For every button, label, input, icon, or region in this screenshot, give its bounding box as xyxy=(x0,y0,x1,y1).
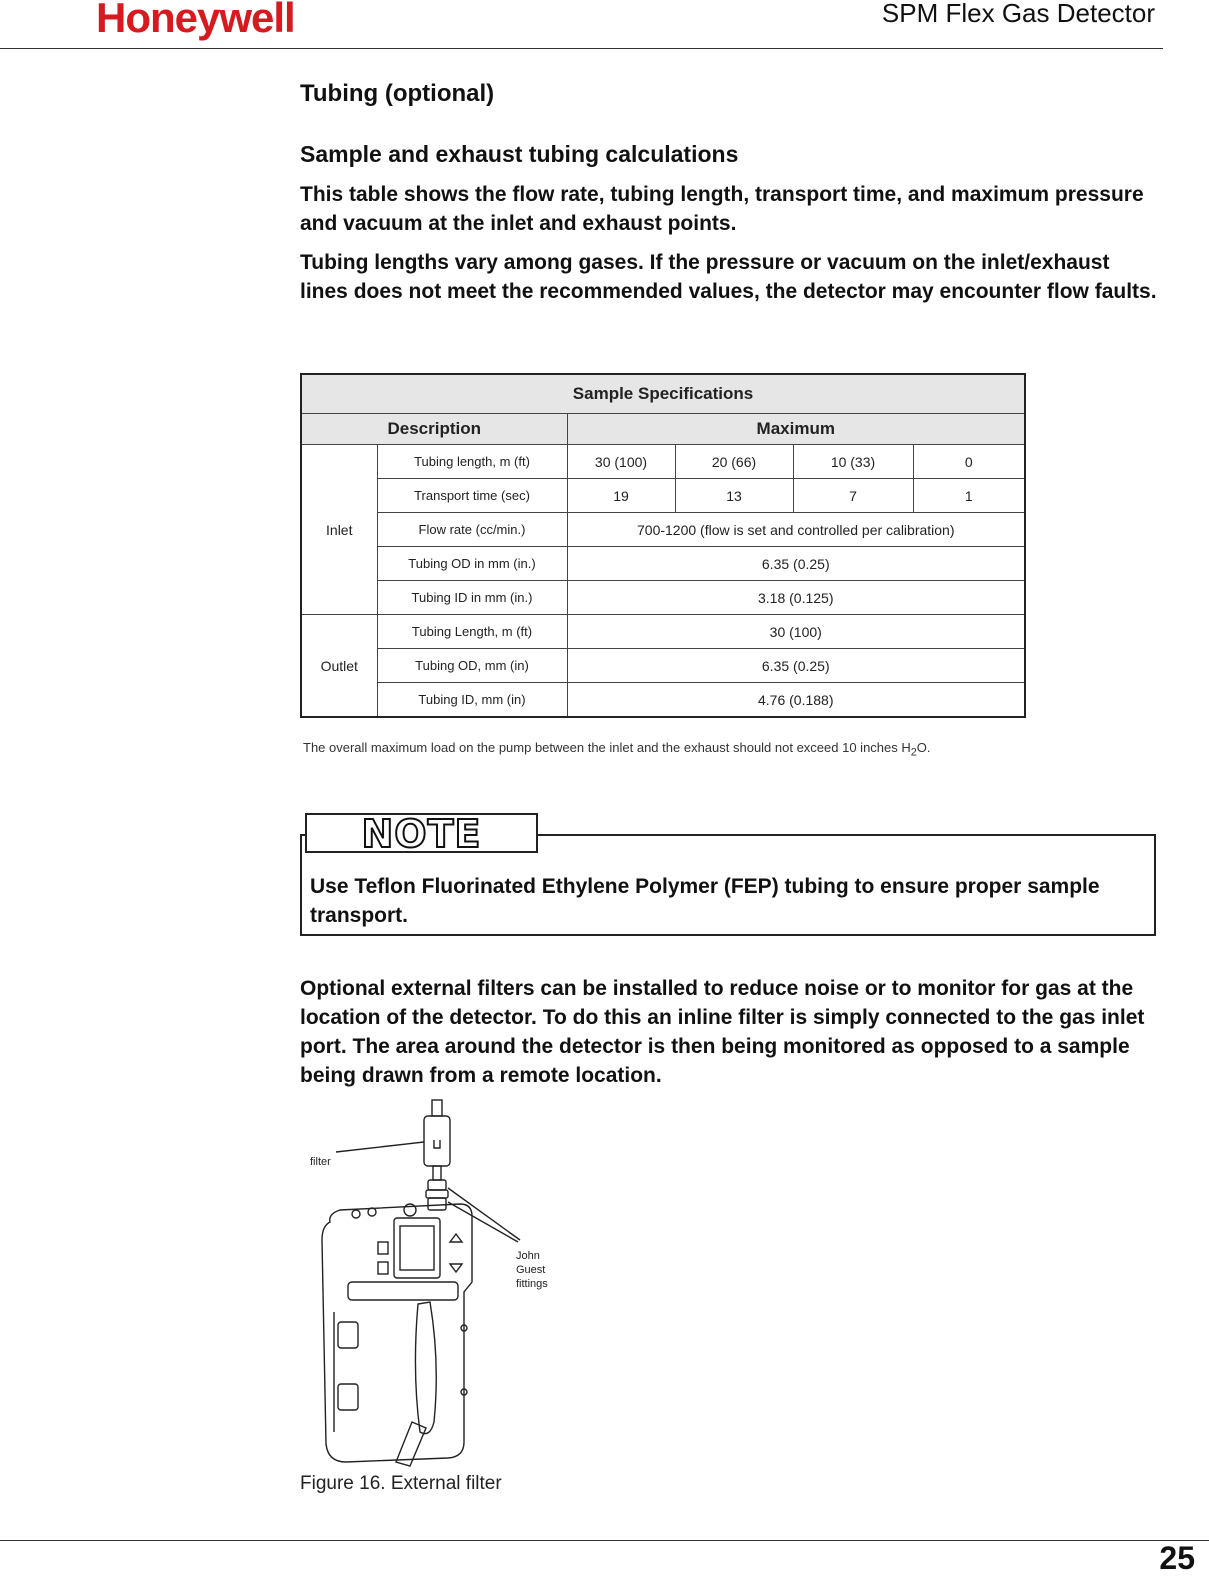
table-row xyxy=(301,445,1025,479)
filter-inlet-nipple xyxy=(432,1100,442,1116)
cell-value: 3.18 (0.125) xyxy=(567,581,1025,615)
section-subtitle: Sample and exhaust tubing calculations xyxy=(300,141,739,167)
footnote-end: O. xyxy=(916,740,931,755)
cell-value: 20 (66) xyxy=(675,445,793,479)
inlet-group-label: Inlet xyxy=(301,445,377,615)
row-label: Tubing OD in mm (in.) xyxy=(377,547,567,581)
external-filter-figure xyxy=(300,1092,570,1470)
sample-specifications-table xyxy=(300,373,1026,718)
filter-label: filter xyxy=(310,1156,331,1168)
cell-value: 13 xyxy=(675,479,793,513)
note-text: Use Teflon Fluorinated Ethylene Polymer (FEP) tubing to ensure proper sample transport. xyxy=(310,875,1100,927)
row-label: Transport time (sec) xyxy=(377,479,567,513)
document-title: SPM Flex Gas Detector xyxy=(881,0,1155,28)
tubing-paragraph: Tubing lengths vary among gases. If the pressure or vacuum on the inlet/exhaust lines does not meet the recommended values, the detector may encounter flow faults. xyxy=(300,251,1157,303)
john-guest-label-line2: Guest xyxy=(516,1264,546,1276)
note-heading: NOTE xyxy=(361,812,482,856)
footer-divider xyxy=(0,1540,1209,1541)
cell-value: 7 xyxy=(793,479,913,513)
header-divider xyxy=(0,48,1163,49)
table-row xyxy=(301,649,1025,683)
cell-value: 6.35 (0.25) xyxy=(567,547,1025,581)
row-label: Tubing Length, m (ft) xyxy=(377,615,567,649)
detector-display xyxy=(394,1218,440,1278)
john-guest-label-line1: John xyxy=(516,1250,540,1262)
intro-paragraph: This table shows the flow rate, tubing length, transport time, and maximum pressure and vacuum at the inlet and exhaust points. xyxy=(300,183,1144,235)
table-row xyxy=(301,683,1025,718)
cell-value: 30 (100) xyxy=(567,445,675,479)
filters-paragraph: Optional external filters can be installed to reduce noise or to monitor for gas at the location of the detector. To do this an inline filter is simply connected to the gas inlet port. The area around the detector is then being monitored as opposed to a sample being drawn from a remote location. xyxy=(300,977,1145,1087)
column-header-description: Description xyxy=(301,414,567,445)
note-tab xyxy=(305,812,538,856)
cell-value: 6.35 (0.25) xyxy=(567,649,1025,683)
carry-strap xyxy=(415,1302,436,1434)
filter-leader-line xyxy=(336,1142,424,1152)
fittings-leader-line xyxy=(448,1188,520,1240)
cell-value: 4.76 (0.188) xyxy=(567,683,1025,718)
page-number: 25 xyxy=(1159,1540,1195,1576)
outlet-group-label: Outlet xyxy=(301,615,377,718)
honeywell-logo: Honeywell xyxy=(96,0,295,41)
cell-value: 1 xyxy=(913,479,1025,513)
table-row xyxy=(301,615,1025,649)
table-row xyxy=(301,547,1025,581)
section-title: Tubing (optional) xyxy=(300,80,495,107)
column-header-maximum: Maximum xyxy=(567,414,1025,445)
cell-value: 0 xyxy=(913,445,1025,479)
fitting-lower xyxy=(428,1198,446,1210)
fitting-upper xyxy=(428,1180,446,1190)
cell-value: 19 xyxy=(567,479,675,513)
row-label: Flow rate (cc/min.) xyxy=(377,513,567,547)
cell-value: 700-1200 (flow is set and controlled per calibration) xyxy=(567,513,1025,547)
table-row xyxy=(301,479,1025,513)
cell-value: 10 (33) xyxy=(793,445,913,479)
row-label: Tubing OD, mm (in) xyxy=(377,649,567,683)
figure-caption: Figure 16. External filter xyxy=(300,1473,502,1494)
filter-body xyxy=(424,1116,450,1166)
row-label: Tubing ID in mm (in.) xyxy=(377,581,567,615)
footnote-subscript: 2 xyxy=(910,746,917,759)
john-guest-label-line3: fittings xyxy=(516,1278,548,1290)
table-row xyxy=(301,513,1025,547)
table-title: Sample Specifications xyxy=(301,374,1025,414)
table-row xyxy=(301,581,1025,615)
row-label: Tubing length, m (ft) xyxy=(377,445,567,479)
row-label: Tubing ID, mm (in) xyxy=(377,683,567,718)
table-footnote xyxy=(303,740,931,759)
footnote-text: The overall maximum load on the pump between the inlet and the exhaust should not exceed 10 inches H xyxy=(303,740,911,755)
cell-value: 30 (100) xyxy=(567,615,1025,649)
